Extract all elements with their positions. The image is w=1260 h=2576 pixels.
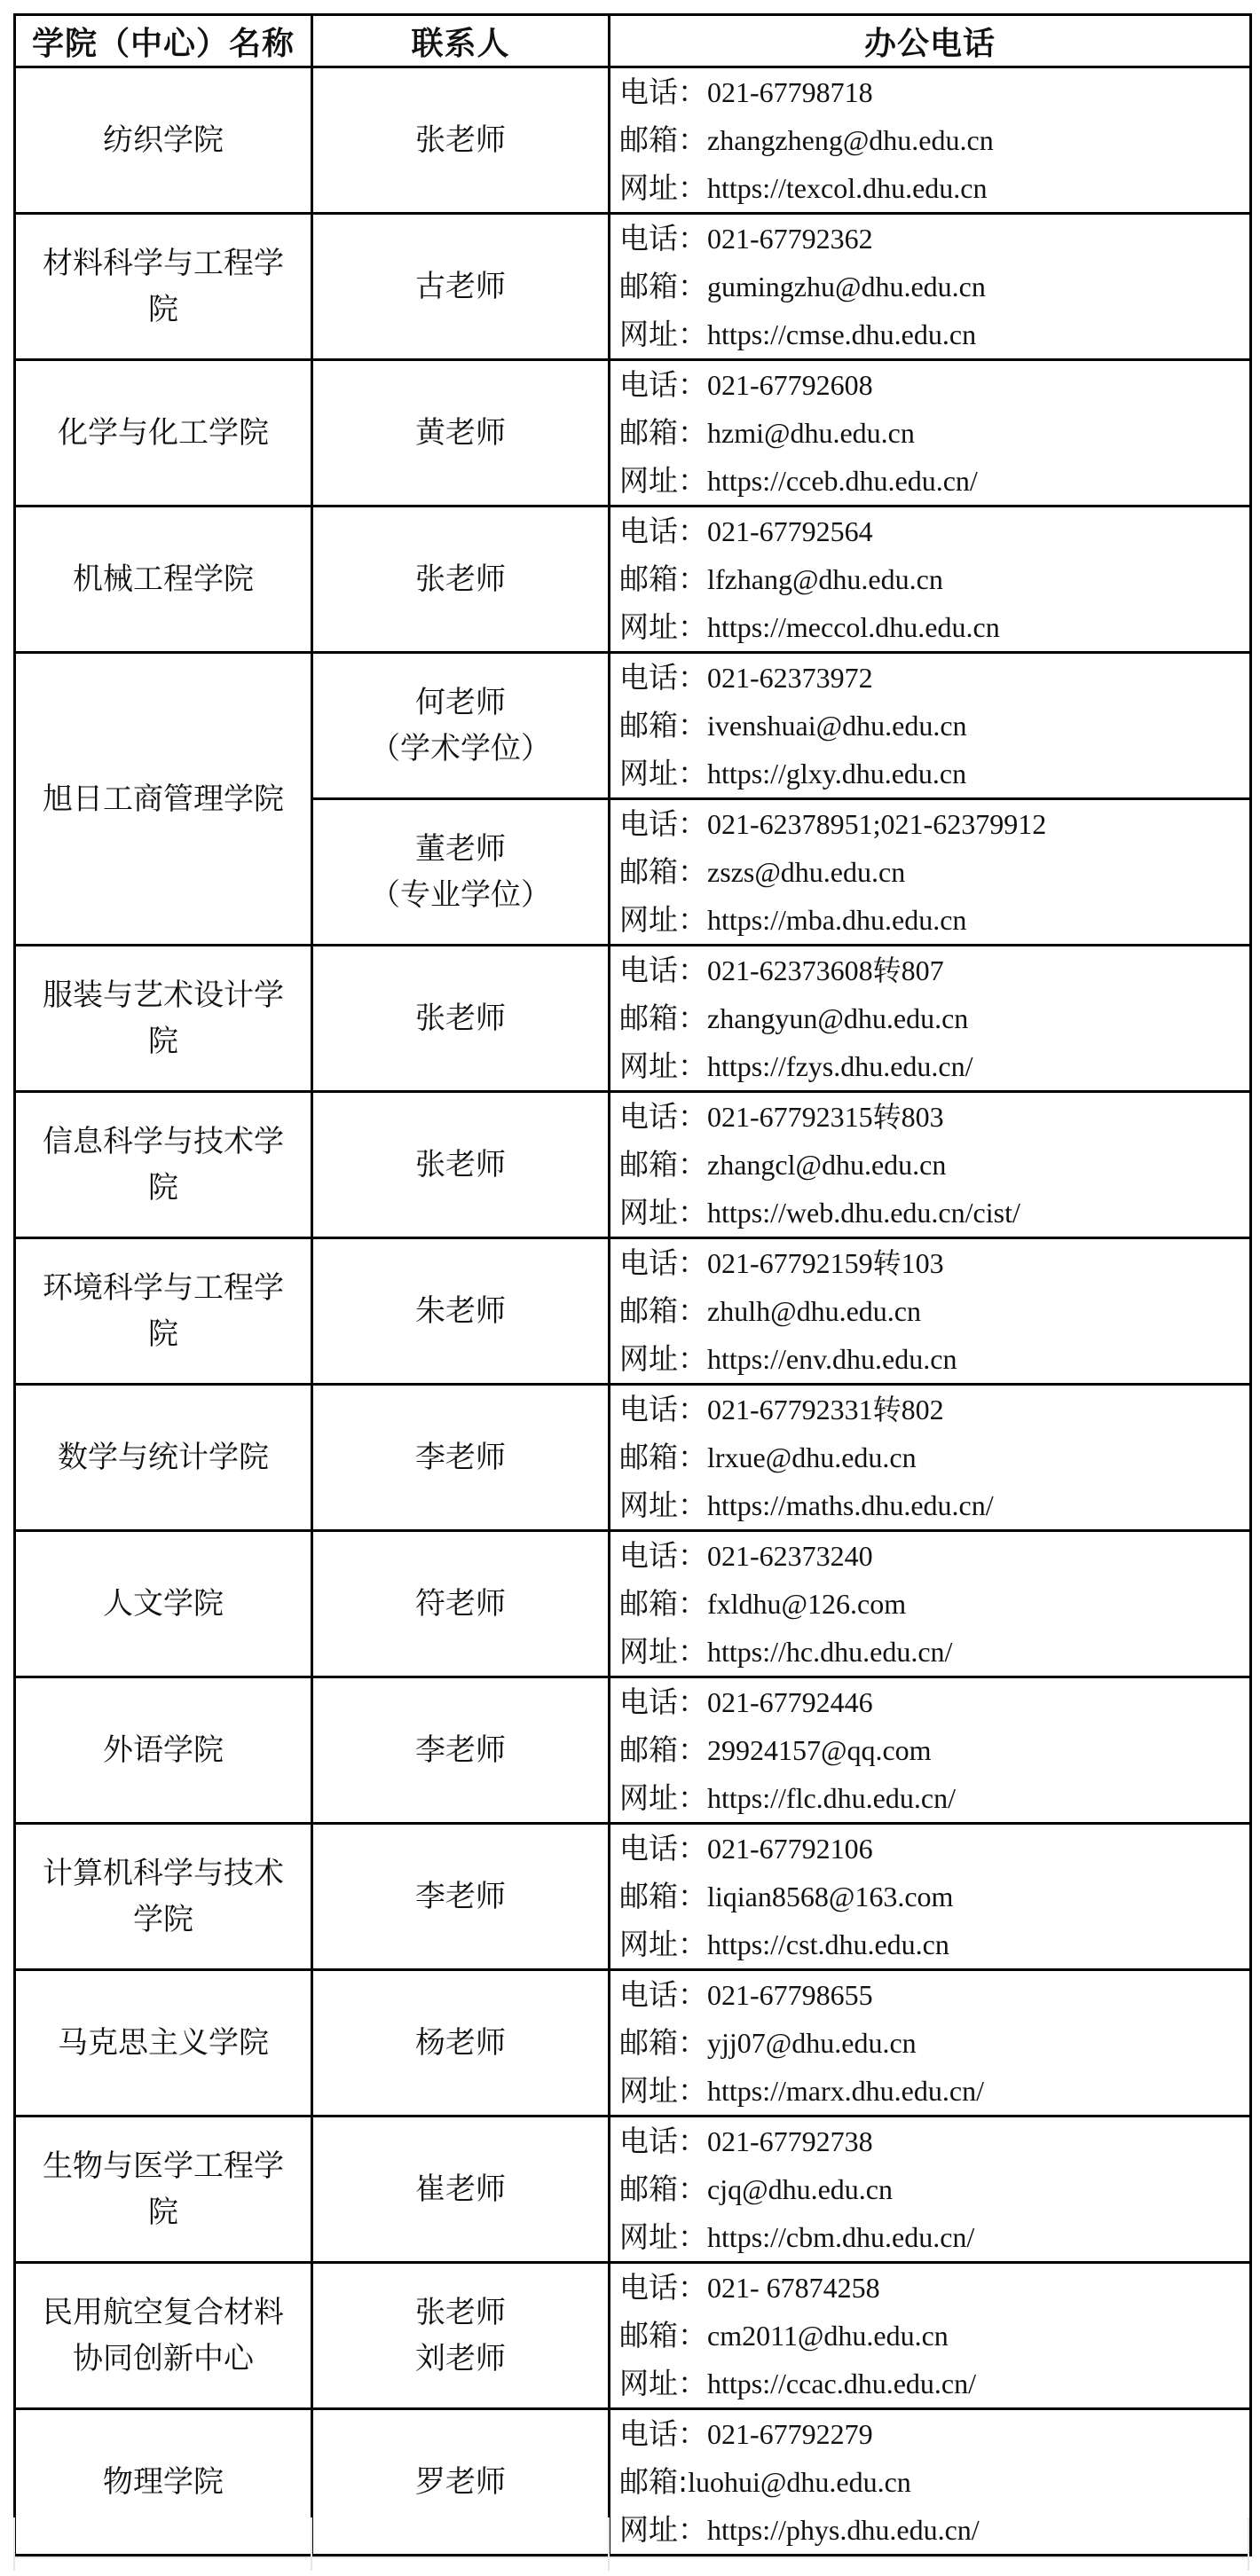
- college-name-line: 物理学院: [103, 2464, 224, 2500]
- contact-person-cell: [312, 67, 610, 214]
- phone-value: 021-67792279: [707, 2418, 873, 2450]
- contact-person-line: 张老师: [415, 1147, 506, 1182]
- bottom-gridline-3: [608, 2517, 610, 2571]
- contact-person-line: 朱老师: [415, 1293, 506, 1329]
- college-name-line: 数学与统计学院: [58, 1440, 269, 1475]
- website-value[interactable]: https://web.dhu.edu.cn/cist/: [707, 1197, 1020, 1229]
- website-label: 网址：: [619, 1341, 707, 1376]
- email-value[interactable]: hzmi@dhu.edu.cn: [707, 417, 915, 449]
- phone-label: 电话：: [619, 75, 707, 109]
- email-value[interactable]: ivenshuai@dhu.edu.cn: [707, 710, 967, 742]
- contact-person-line: 符老师: [415, 1586, 506, 1622]
- phone-value: 021-67792159转103: [707, 1247, 944, 1279]
- office-info-cell: [610, 214, 1251, 360]
- college-name-cell: [15, 1092, 312, 1238]
- website-value[interactable]: https://cst.dhu.edu.cn: [707, 1928, 949, 1960]
- header-college: 学院（中心）名称: [15, 15, 312, 67]
- header-contact: 联系人: [312, 15, 610, 67]
- college-name-cell: [15, 214, 312, 360]
- bottom-gridline-4: [1248, 2517, 1249, 2571]
- college-name-line: 马克思主义学院: [58, 2025, 269, 2061]
- website-label: 网址：: [619, 2366, 707, 2400]
- website-label: 网址：: [619, 1927, 707, 1961]
- website-value[interactable]: https://ccac.dhu.edu.cn/: [707, 2368, 977, 2399]
- office-info-cell: [610, 67, 1251, 214]
- email-line: [619, 2312, 1240, 2360]
- email-label: 邮箱：: [619, 415, 707, 450]
- table-row: [15, 1970, 1251, 2117]
- contact-person-cell: [312, 2409, 610, 2556]
- phone-value: 021-67792446: [707, 1686, 873, 1718]
- contact-person-line: 杨老师: [415, 2025, 506, 2061]
- website-value[interactable]: https://cmse.dhu.edu.cn: [707, 318, 977, 350]
- email-label: 邮箱：: [619, 854, 707, 889]
- contact-person-cell: [312, 360, 610, 507]
- phone-label: 电话：: [619, 2270, 707, 2305]
- website-line: [619, 1774, 1240, 1822]
- email-label: 邮箱：: [619, 1732, 707, 1767]
- college-name-line: 化学与化工学院: [58, 415, 269, 451]
- email-label: 邮箱：: [619, 1586, 707, 1621]
- email-value[interactable]: lfzhang@dhu.edu.cn: [707, 563, 943, 595]
- website-label: 网址：: [619, 1048, 707, 1083]
- email-line: [619, 409, 1240, 457]
- phone-label: 电话：: [619, 1245, 707, 1280]
- phone-line: [619, 1825, 1240, 1873]
- phone-label: 电话：: [619, 1977, 707, 2012]
- college-name-line: 服装与艺术设计学: [43, 978, 284, 1013]
- email-line: [619, 555, 1240, 603]
- college-name-cell: [15, 67, 312, 214]
- college-name-cell: [15, 1677, 312, 1824]
- phone-line: [619, 1386, 1240, 1433]
- college-name-line: 材料科学与工程学: [43, 246, 284, 281]
- contact-person-line: （专业学位）: [370, 877, 551, 913]
- phone-line: [619, 1239, 1240, 1287]
- contact-person-line: （学术学位）: [370, 731, 551, 766]
- email-label: 邮箱：: [619, 1879, 707, 1913]
- email-value[interactable]: fxldhu@126.com: [707, 1588, 907, 1620]
- email-label: 邮箱：: [619, 269, 707, 303]
- contact-person-line: 张老师: [415, 562, 506, 597]
- college-name-line: 计算机科学与技术: [43, 1856, 284, 1891]
- office-info-cell: [610, 2263, 1251, 2409]
- table-row: [15, 1238, 1251, 1385]
- email-label: 邮箱：: [619, 2025, 707, 2060]
- office-info-cell: [610, 2117, 1251, 2263]
- email-value[interactable]: zhangcl@dhu.edu.cn: [707, 1149, 947, 1181]
- email-label: 邮箱：: [619, 1293, 707, 1328]
- website-value[interactable]: https://maths.dhu.edu.cn/: [707, 1489, 994, 1521]
- contact-person-line: 古老师: [415, 269, 506, 304]
- email-line: [619, 848, 1240, 896]
- phone-line: [619, 946, 1240, 994]
- contact-person-line: 李老师: [415, 1440, 506, 1475]
- website-line: [619, 310, 1240, 358]
- email-line: [619, 1141, 1240, 1189]
- email-label: 邮箱：: [619, 2172, 707, 2206]
- website-line: [619, 457, 1240, 505]
- website-label: 网址：: [619, 1488, 707, 1522]
- phone-label: 电话：: [619, 2416, 707, 2451]
- email-label: 邮箱：: [619, 2318, 707, 2352]
- phone-value: 021-67792608: [707, 369, 873, 401]
- office-info-cell: [610, 507, 1251, 653]
- phone-value: 021-67792738: [707, 2125, 873, 2157]
- college-name-line: 学院: [133, 1902, 193, 1937]
- contact-person-cell: [312, 946, 610, 1092]
- college-name-cell: [15, 2117, 312, 2263]
- college-name-cell: [15, 1385, 312, 1531]
- website-line: [619, 603, 1240, 651]
- office-info-cell: [610, 2409, 1251, 2556]
- phone-label: 电话：: [619, 1685, 707, 1719]
- college-name-cell: [15, 1238, 312, 1385]
- phone-line: [619, 507, 1240, 555]
- email-line: [619, 2458, 1240, 2506]
- phone-line: [619, 68, 1240, 116]
- office-info-cell: [610, 653, 1251, 799]
- website-value[interactable]: https://mba.dhu.edu.cn: [707, 904, 967, 936]
- website-line: [619, 2506, 1240, 2554]
- email-line: [619, 702, 1240, 750]
- college-name-cell: [15, 946, 312, 1092]
- college-name-line: 环境科学与工程学: [43, 1270, 284, 1306]
- contact-person-cell: [312, 1531, 610, 1677]
- website-line: [619, 1189, 1240, 1237]
- college-name-line: 院: [148, 292, 178, 327]
- website-line: [619, 2213, 1240, 2261]
- website-value[interactable]: https://env.dhu.edu.cn: [707, 1343, 957, 1375]
- website-line: [619, 1628, 1240, 1676]
- website-line: [619, 2360, 1240, 2407]
- email-line: [619, 1580, 1240, 1628]
- website-line: [619, 1481, 1240, 1529]
- phone-value: 021-67792362: [707, 223, 873, 255]
- college-name-cell: [15, 507, 312, 653]
- contact-person-line: 董老师: [415, 831, 506, 867]
- bottom-gridline-2: [311, 2517, 312, 2571]
- phone-value: 021-67798655: [707, 1979, 873, 2011]
- phone-label: 电话：: [619, 2124, 707, 2158]
- college-name-line: 院: [148, 1170, 178, 1206]
- phone-label: 电话：: [619, 367, 707, 402]
- phone-value: 021-62378951;021-62379912: [707, 808, 1047, 840]
- table-row: [15, 1531, 1251, 1677]
- phone-line: [619, 2117, 1240, 2165]
- email-line: [619, 994, 1240, 1042]
- college-name-line: 机械工程学院: [73, 562, 254, 597]
- contact-person-line: 李老师: [415, 1879, 506, 1914]
- contact-person-cell: [312, 214, 610, 360]
- contact-person-cell: [312, 1092, 610, 1238]
- contact-person-cell: [312, 653, 610, 799]
- contact-person-cell: [312, 1970, 610, 2117]
- college-name-line: 旭日工商管理学院: [43, 781, 284, 817]
- contact-person-cell: [312, 1677, 610, 1824]
- email-line: [619, 263, 1240, 310]
- phone-label: 电话：: [619, 806, 707, 841]
- contact-person-cell: [312, 507, 610, 653]
- table-bottom-rule: [13, 2556, 1249, 2558]
- phone-label: 电话：: [619, 514, 707, 548]
- table-row: [15, 507, 1251, 653]
- college-name-line: 外语学院: [103, 1732, 224, 1768]
- website-value[interactable]: https://texcol.dhu.edu.cn: [707, 172, 988, 204]
- contact-person-line: 张老师: [415, 1001, 506, 1036]
- table-body: [15, 67, 1251, 2556]
- email-label: 邮箱：: [619, 708, 707, 742]
- contact-person-cell: [312, 1824, 610, 1970]
- office-info-cell: [610, 1824, 1251, 1970]
- contact-table: [13, 13, 1252, 2556]
- contact-person-cell: [312, 799, 610, 946]
- email-line: [619, 1873, 1240, 1920]
- email-value[interactable]: zhangzheng@dhu.edu.cn: [707, 124, 994, 156]
- phone-line: [619, 2410, 1240, 2458]
- phone-value: 021-67798718: [707, 76, 873, 108]
- website-value[interactable]: https://cceb.dhu.edu.cn/: [707, 465, 978, 497]
- email-line: [619, 1433, 1240, 1481]
- phone-line: [619, 1678, 1240, 1726]
- contact-person-line: 张老师: [415, 2295, 506, 2330]
- phone-value: 021-67792331转802: [707, 1394, 944, 1425]
- college-name-line: 生物与医学工程学: [43, 2148, 284, 2184]
- table-row: [15, 2263, 1251, 2409]
- email-label: 邮箱：: [619, 562, 707, 596]
- phone-line: [619, 1093, 1240, 1141]
- email-value[interactable]: gumingzhu@dhu.edu.cn: [707, 271, 986, 302]
- phone-line: [619, 2264, 1240, 2312]
- office-info-cell: [610, 1238, 1251, 1385]
- table-row: [15, 653, 1251, 799]
- website-line: [619, 1042, 1240, 1090]
- phone-value: 021-62373240: [707, 1540, 873, 1572]
- website-label: 网址：: [619, 1780, 707, 1815]
- email-label: 邮箱：: [619, 1001, 707, 1035]
- website-label: 网址：: [619, 2219, 707, 2254]
- table-row: [15, 946, 1251, 1092]
- college-name-line: 民用航空复合材料: [43, 2295, 284, 2330]
- website-label: 网址：: [619, 609, 707, 644]
- email-value[interactable]: luohui@dhu.edu.cn: [688, 2466, 911, 2498]
- office-info-cell: [610, 1531, 1251, 1677]
- college-name-cell: [15, 1970, 312, 2117]
- website-label: 网址：: [619, 2512, 707, 2547]
- website-value[interactable]: https://fzys.dhu.edu.cn/: [707, 1050, 973, 1082]
- email-line: [619, 2019, 1240, 2067]
- email-label: 邮箱：: [619, 1147, 707, 1182]
- college-name-line: 协同创新中心: [73, 2341, 254, 2376]
- table-row: [15, 2117, 1251, 2263]
- college-name-line: 院: [148, 1024, 178, 1059]
- website-value[interactable]: https://meccol.dhu.edu.cn: [707, 611, 1000, 643]
- website-value[interactable]: https://marx.dhu.edu.cn/: [707, 2075, 984, 2107]
- office-info-cell: [610, 1677, 1251, 1824]
- table-row: [15, 1092, 1251, 1238]
- website-line: [619, 750, 1240, 797]
- college-name-line: 人文学院: [103, 1586, 224, 1622]
- contact-person-line: 李老师: [415, 1732, 506, 1768]
- website-value[interactable]: https://glxy.dhu.edu.cn: [707, 758, 967, 789]
- college-name-line: 纺织学院: [103, 122, 224, 158]
- office-info-cell: [610, 1092, 1251, 1238]
- website-value[interactable]: https://cbm.dhu.edu.cn/: [707, 2221, 975, 2253]
- bottom-gridline-1: [13, 2517, 15, 2571]
- website-label: 网址：: [619, 1634, 707, 1669]
- office-info-cell: [610, 1385, 1251, 1531]
- website-label: 网址：: [619, 170, 707, 205]
- office-info-cell: [610, 946, 1251, 1092]
- table-row: [15, 67, 1251, 214]
- phone-line: [619, 361, 1240, 409]
- table-row: [15, 1824, 1251, 1970]
- contact-person-cell: [312, 2263, 610, 2409]
- office-info-cell: [610, 799, 1251, 946]
- contact-person-line: 崔老师: [415, 2172, 506, 2207]
- table-row: [15, 1677, 1251, 1824]
- email-label: 邮箱:: [619, 2464, 689, 2499]
- website-label: 网址：: [619, 2073, 707, 2108]
- phone-line: [619, 654, 1240, 702]
- contact-person-cell: [312, 1385, 610, 1531]
- website-value[interactable]: https://hc.dhu.edu.cn/: [707, 1636, 953, 1668]
- email-line: [619, 2165, 1240, 2213]
- email-value[interactable]: 29924157@qq.com: [707, 1734, 932, 1766]
- header-phone: 办公电话: [610, 15, 1251, 67]
- email-value[interactable]: cm2011@dhu.edu.cn: [707, 2320, 949, 2352]
- email-value[interactable]: zhangyun@dhu.edu.cn: [707, 1002, 969, 1034]
- email-line: [619, 1726, 1240, 1774]
- college-name-cell: [15, 653, 312, 946]
- email-line: [619, 116, 1240, 164]
- website-value[interactable]: https://phys.dhu.edu.cn/: [707, 2514, 980, 2546]
- phone-line: [619, 1971, 1240, 2019]
- contact-person-line: 刘老师: [415, 2341, 506, 2376]
- email-value[interactable]: zhulh@dhu.edu.cn: [707, 1295, 921, 1327]
- website-line: [619, 1335, 1240, 1383]
- website-label: 网址：: [619, 317, 707, 351]
- email-value[interactable]: cjq@dhu.edu.cn: [707, 2173, 893, 2205]
- phone-label: 电话：: [619, 1831, 707, 1865]
- phone-value: 021-62373608转807: [707, 954, 944, 986]
- table-row: [15, 2409, 1251, 2556]
- contact-person-line: 罗老师: [415, 2464, 506, 2500]
- phone-line: [619, 800, 1240, 848]
- website-label: 网址：: [619, 463, 707, 498]
- phone-label: 电话：: [619, 1538, 707, 1573]
- contact-person-line: 张老师: [415, 122, 506, 158]
- phone-value: 021-67792564: [707, 515, 873, 547]
- email-line: [619, 1287, 1240, 1335]
- website-line: [619, 1920, 1240, 1968]
- phone-line: [619, 1532, 1240, 1580]
- website-label: 网址：: [619, 902, 707, 937]
- email-value[interactable]: lrxue@dhu.edu.cn: [707, 1441, 917, 1473]
- college-name-line: 院: [148, 2195, 178, 2230]
- phone-value: 021-67792315转803: [707, 1101, 944, 1133]
- college-name-cell: [15, 1531, 312, 1677]
- website-label: 网址：: [619, 756, 707, 790]
- office-info-cell: [610, 360, 1251, 507]
- contact-person-line: 黄老师: [415, 415, 506, 451]
- college-name-line: 院: [148, 1316, 178, 1352]
- contact-person-cell: [312, 2117, 610, 2263]
- website-line: [619, 2067, 1240, 2115]
- phone-label: 电话：: [619, 660, 707, 695]
- college-name-cell: [15, 2409, 312, 2556]
- college-name-line: 信息科学与技术学: [43, 1124, 284, 1159]
- college-name-cell: [15, 360, 312, 507]
- website-line: [619, 896, 1240, 944]
- phone-value: 021- 67874258: [707, 2272, 880, 2304]
- phone-label: 电话：: [619, 221, 707, 255]
- office-info-cell: [610, 1970, 1251, 2117]
- email-value[interactable]: zszs@dhu.edu.cn: [707, 856, 906, 888]
- college-name-cell: [15, 2263, 312, 2409]
- table-row: [15, 360, 1251, 507]
- phone-line: [619, 215, 1240, 263]
- website-value[interactable]: https://flc.dhu.edu.cn/: [707, 1782, 956, 1814]
- email-label: 邮箱：: [619, 122, 707, 157]
- email-value[interactable]: liqian8568@163.com: [707, 1881, 954, 1912]
- table-row: [15, 1385, 1251, 1531]
- table-row: [15, 214, 1251, 360]
- website-label: 网址：: [619, 1195, 707, 1229]
- email-label: 邮箱：: [619, 1440, 707, 1474]
- email-value[interactable]: yjj07@dhu.edu.cn: [707, 2027, 917, 2059]
- college-name-cell: [15, 1824, 312, 1970]
- header-row: [15, 15, 1251, 67]
- phone-label: 电话：: [619, 1392, 707, 1426]
- phone-label: 电话：: [619, 1099, 707, 1134]
- website-line: [619, 164, 1240, 212]
- phone-value: 021-67792106: [707, 1833, 873, 1865]
- phone-value: 021-62373972: [707, 662, 873, 694]
- contact-person-line: 何老师: [415, 685, 506, 720]
- phone-label: 电话：: [619, 953, 707, 987]
- contact-person-cell: [312, 1238, 610, 1385]
